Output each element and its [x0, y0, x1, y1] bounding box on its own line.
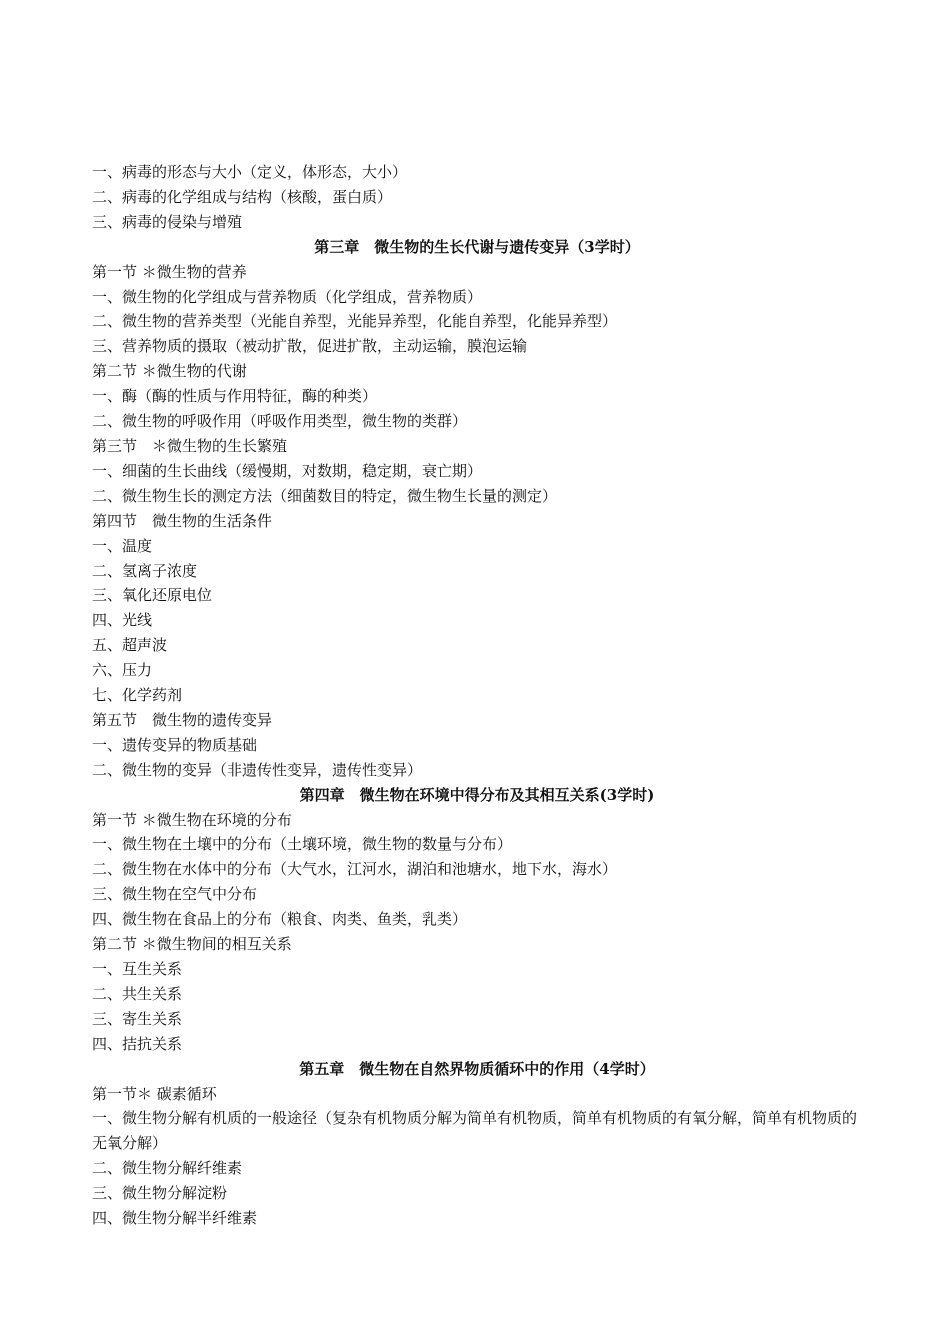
section-heading: 第一节 ＊微生物在环境的分布 — [92, 810, 292, 829]
section-heading: 第五节 微生物的遗传变异 — [92, 710, 273, 729]
list-item: 五、超声波 — [92, 636, 168, 655]
list-item: 一、微生物在土壤中的分布（土壤环境，微生物的数量与分布） — [92, 835, 513, 854]
list-item: 三、病毒的侵染与增殖 — [92, 212, 243, 231]
section-heading: 第一节＊ 碳素循环 — [92, 1084, 217, 1103]
list-item: 一、遗传变异的物质基础 — [92, 735, 258, 754]
list-item: 一、病毒的形态与大小（定义，体形态，大小） — [92, 163, 408, 181]
section-heading: 第二节 ＊微生物的代谢 — [92, 362, 247, 381]
list-item: 一、细菌的生长曲线（缓慢期，对数期，稳定期，衰亡期） — [92, 461, 483, 480]
list-item: 二、微生物在水体中的分布（大气水，江河水，湖泊和池塘水，地下水，海水） — [92, 860, 618, 879]
chapter-heading: 第四章 微生物在环境中得分布及其相互关系(3学时) — [299, 785, 655, 804]
list-item: 一、温度 — [92, 536, 153, 555]
list-item: 七、化学药剂 — [92, 686, 183, 705]
chapter-heading: 第五章 微生物在自然界物质循环中的作用（4学时） — [299, 1059, 655, 1078]
list-item: 二、微生物的呼吸作用（呼吸作用类型，微生物的类群） — [92, 412, 468, 431]
list-item: 六、压力 — [92, 661, 153, 680]
list-item: 四、光线 — [92, 611, 153, 630]
section-heading: 第二节 ＊微生物间的相互关系 — [92, 935, 292, 954]
list-item: 二、微生物的变异（非遗传性变异，遗传性变异） — [92, 760, 423, 779]
list-item: 四、微生物分解半纤维素 — [92, 1209, 258, 1228]
list-item: 三、微生物在空气中分布 — [92, 885, 258, 904]
list-item: 一、微生物的化学组成与营养物质（化学组成，营养物质） — [92, 287, 483, 306]
list-item: 四、拮抗关系 — [92, 1034, 183, 1053]
list-item: 二、共生关系 — [92, 984, 183, 1003]
list-item: 三、微生物分解淀粉 — [92, 1184, 228, 1203]
section-heading: 第四节 微生物的生活条件 — [92, 511, 273, 530]
list-item: 二、微生物分解纤维素 — [92, 1159, 243, 1178]
list-item: 三、营养物质的摄取（被动扩散，促进扩散，主动运输，膜泡运输 — [92, 337, 528, 356]
document-page — [92, 160, 862, 1231]
list-item: 一、酶（酶的性质与作用特征，酶的种类） — [92, 387, 378, 406]
list-item: 二、微生物的营养类型（光能自养型，光能异养型，化能自养型，化能异养型） — [92, 312, 618, 331]
section-heading: 第三节 ＊微生物的生长繁殖 — [92, 436, 288, 455]
list-item: 一、微生物分解有机质的一般途径（复杂有机物质分解为简单有机物质，简单有机物质的有氧分解，简单有机物质的无氧分解） — [92, 1109, 858, 1153]
list-item: 一、互生关系 — [92, 960, 183, 978]
list-item: 三、氧化还原电位 — [92, 586, 213, 605]
list-item: 二、微生物生长的测定方法（细菌数目的特定，微生物生长量的测定） — [92, 486, 558, 505]
list-item: 二、氢离子浓度 — [92, 561, 198, 580]
list-item: 二、病毒的化学组成与结构（核酸，蛋白质） — [92, 187, 393, 206]
chapter-heading: 第三章 微生物的生长代谢与遗传变异（3学时） — [314, 237, 640, 256]
section-heading: 第一节 ＊微生物的营养 — [92, 262, 247, 281]
list-item: 三、寄生关系 — [92, 1009, 183, 1028]
list-item: 四、微生物在食品上的分布（粮食、肉类、鱼类，乳类） — [92, 910, 468, 929]
